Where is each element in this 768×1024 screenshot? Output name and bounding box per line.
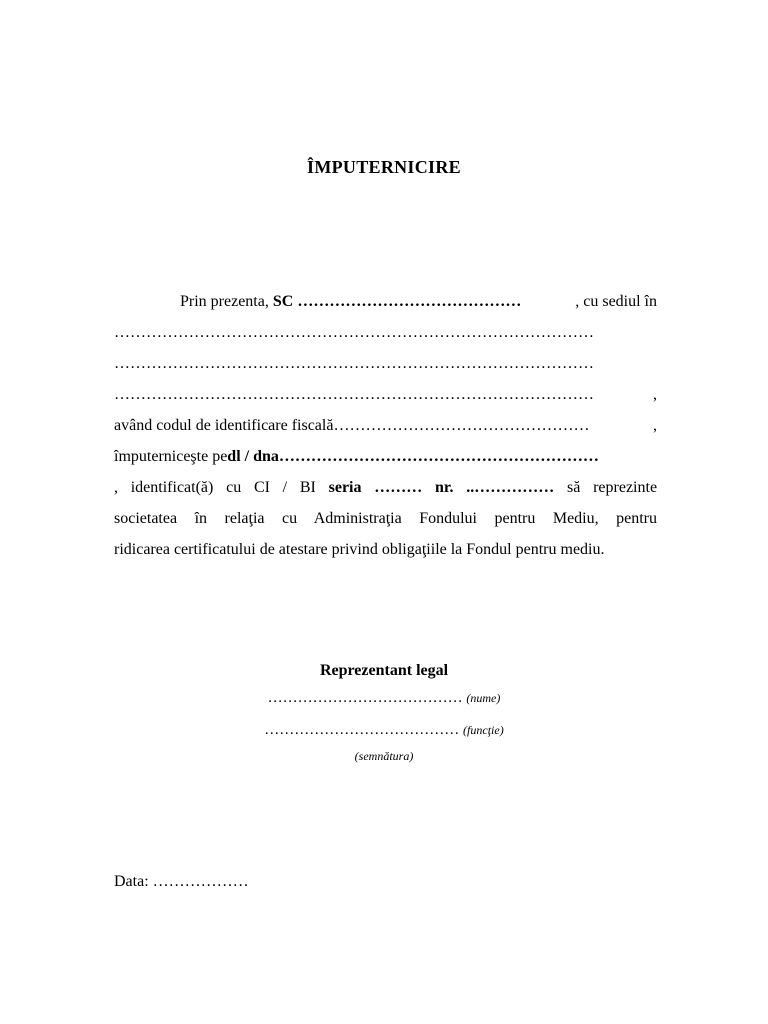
signature-block <box>0 660 768 766</box>
number-dots: ..…………… <box>466 479 555 496</box>
fiscal-code-line <box>114 410 657 441</box>
headquarters-text: , cu sediul în <box>575 293 657 310</box>
signature-row <box>0 746 768 766</box>
document-title: ÎMPUTERNICIRE <box>307 157 461 177</box>
signature-label: (semnătura) <box>354 749 414 763</box>
address-line-1 <box>114 317 657 348</box>
intro-text: Prin prezenta, <box>180 293 269 310</box>
company-label: SC <box>272 293 294 310</box>
fiscal-code-text: având codul de identificare fiscală <box>114 417 334 434</box>
paragraph-line-9: ridicarea certificatului de atestare privind obligaţiile la Fondul pentru mediu. <box>114 541 605 558</box>
date-line <box>114 873 249 891</box>
paragraph-line-8: societatea în relaţia cu Administraţia Fondului pentru Mediu, pentru <box>114 510 657 527</box>
id-line <box>114 472 657 503</box>
fiscal-code-dots: ………………………………………… <box>333 417 590 434</box>
name-label: (nume) <box>466 691 501 705</box>
paragraph-line-1 <box>114 286 657 317</box>
identified-text: , identificat(ă) cu CI / BI <box>114 479 316 496</box>
address-dots-1: ……………………………………………………………………………… <box>114 324 594 341</box>
address-line-3 <box>114 379 657 410</box>
empowers-text: împuterniceşte pe <box>114 448 228 465</box>
address-line-2 <box>114 348 657 379</box>
function-label: (funcţie) <box>463 723 504 737</box>
date-dots: ……………… <box>148 873 249 890</box>
fiscal-code-comma: , <box>653 417 657 434</box>
function-row <box>0 714 768 746</box>
name-dots: ………………………………… <box>267 690 463 706</box>
date-label: Data: <box>114 873 149 890</box>
representative-dots: …………………………………………………… <box>278 448 599 465</box>
address-comma: , <box>653 386 657 403</box>
legal-representative-heading: Reprezentant legal <box>319 662 449 679</box>
representative-line <box>114 441 657 472</box>
series-dots: ……… <box>374 479 423 496</box>
authorization-paragraph <box>114 286 657 565</box>
name-row <box>0 682 768 714</box>
company-dots: …………………………………… <box>297 293 522 310</box>
address-dots-3: ……………………………………………………………………………… <box>114 386 594 403</box>
represent-text: să reprezinte <box>567 479 657 496</box>
mr-mrs-label: dl / dna <box>227 448 279 465</box>
number-label: nr. <box>435 479 454 496</box>
address-dots-2: ……………………………………………………………………………… <box>114 355 594 372</box>
series-label: seria <box>328 479 362 496</box>
function-dots: ………………………………… <box>264 722 460 738</box>
